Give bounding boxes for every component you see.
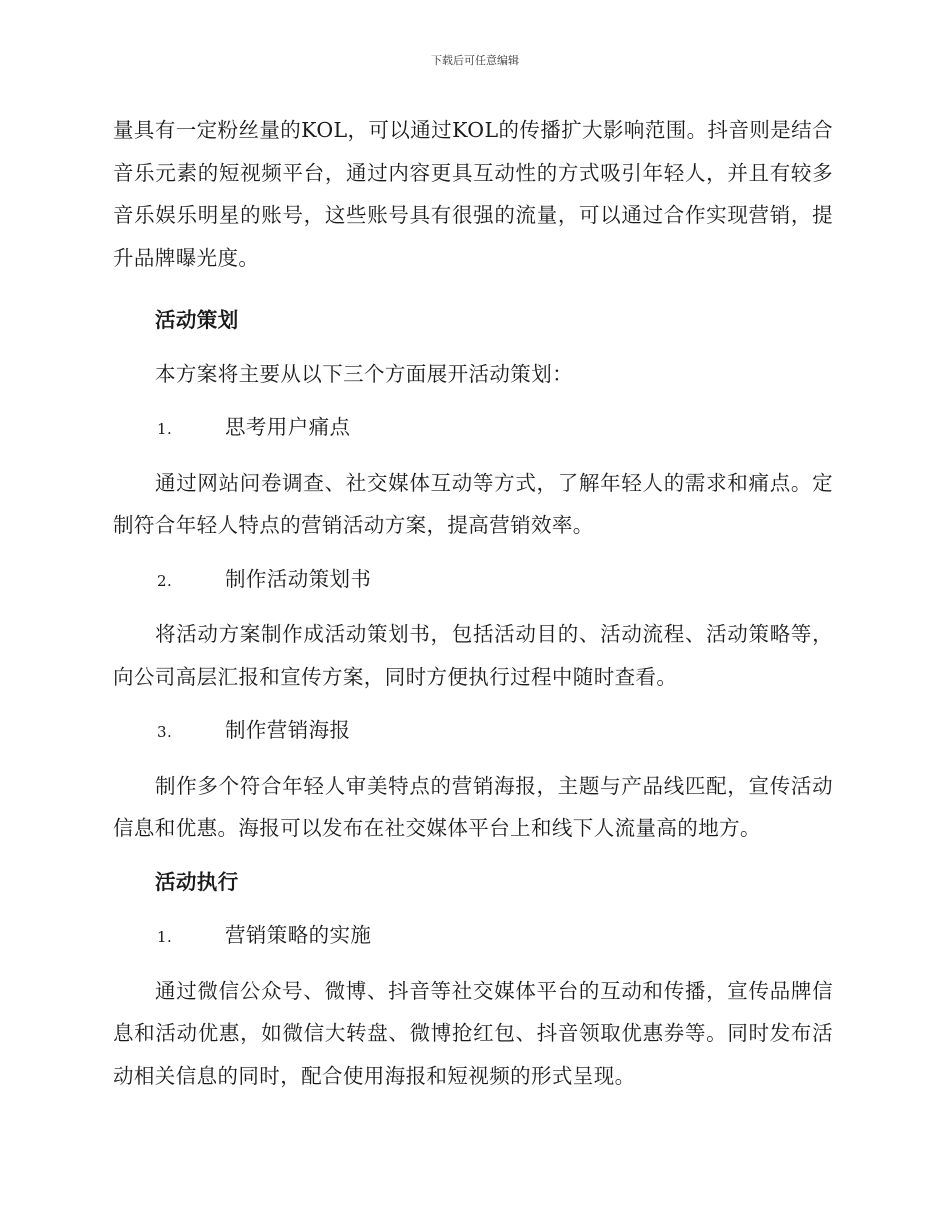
document-body	[113, 109, 833, 1108]
section-heading-execution: 活动执行	[155, 869, 239, 894]
execution-item-1-paragraph: 通过微信公众号、微博、抖音等社交媒体平台的互动和传播，宣传品牌信息和活动优惠，如微信大转盘、微博抢红包、抖音领取优惠券等。同时发布活动相关信息的同时，配合使用海报和短视频的形式呈现。	[113, 978, 833, 1088]
list-item-number: 2.	[157, 571, 173, 590]
page-header: 下载后可任意编辑	[431, 54, 519, 67]
list-item-title: 制作营销海报	[225, 718, 351, 742]
execution-item-1	[113, 914, 833, 959]
list-item-title: 思考用户痛点	[225, 415, 351, 439]
planning-item-1	[113, 406, 833, 451]
intro-paragraph: 量具有一定粉丝量的KOL，可以通过KOL的传播扩大影响范围。抖音则是结合音乐元素的短视频平台，通过内容更具互动性的方式吸引年轻人，并且有较多音乐娱乐明星的账号，这些账号具有很强的流量，可以通过合作实现营销，提升品牌曝光度。	[113, 118, 833, 270]
list-item-number: 1.	[157, 420, 173, 438]
planning-item-2	[113, 558, 833, 603]
list-item-number: 3.	[157, 723, 173, 741]
list-item-title: 营销策略的实施	[225, 923, 372, 947]
list-item-title: 制作活动策划书	[225, 566, 372, 591]
section-heading-planning: 活动策划	[155, 308, 239, 332]
planning-item-3-paragraph: 制作多个符合年轻人审美特点的营销海报，主题与产品线匹配，宣传活动信息和优惠。海报可以发布在社交媒体平台上和线下人流量高的地方。	[113, 773, 833, 840]
planning-item-1-paragraph: 通过网站问卷调查、社交媒体互动等方式，了解年轻人的需求和痛点。定制符合年轻人特点的营销活动方案，提高营销效率。	[113, 470, 833, 537]
planning-item-2-paragraph: 将活动方案制作成活动策划书，包括活动目的、活动流程、活动策略等，向公司高层汇报和宣传方案，同时方便执行过程中随时查看。	[113, 622, 833, 689]
planning-item-3	[113, 709, 833, 754]
list-item-number: 1.	[157, 928, 173, 946]
planning-lead-paragraph: 本方案将主要从以下三个方面展开活动策划：	[155, 361, 573, 386]
